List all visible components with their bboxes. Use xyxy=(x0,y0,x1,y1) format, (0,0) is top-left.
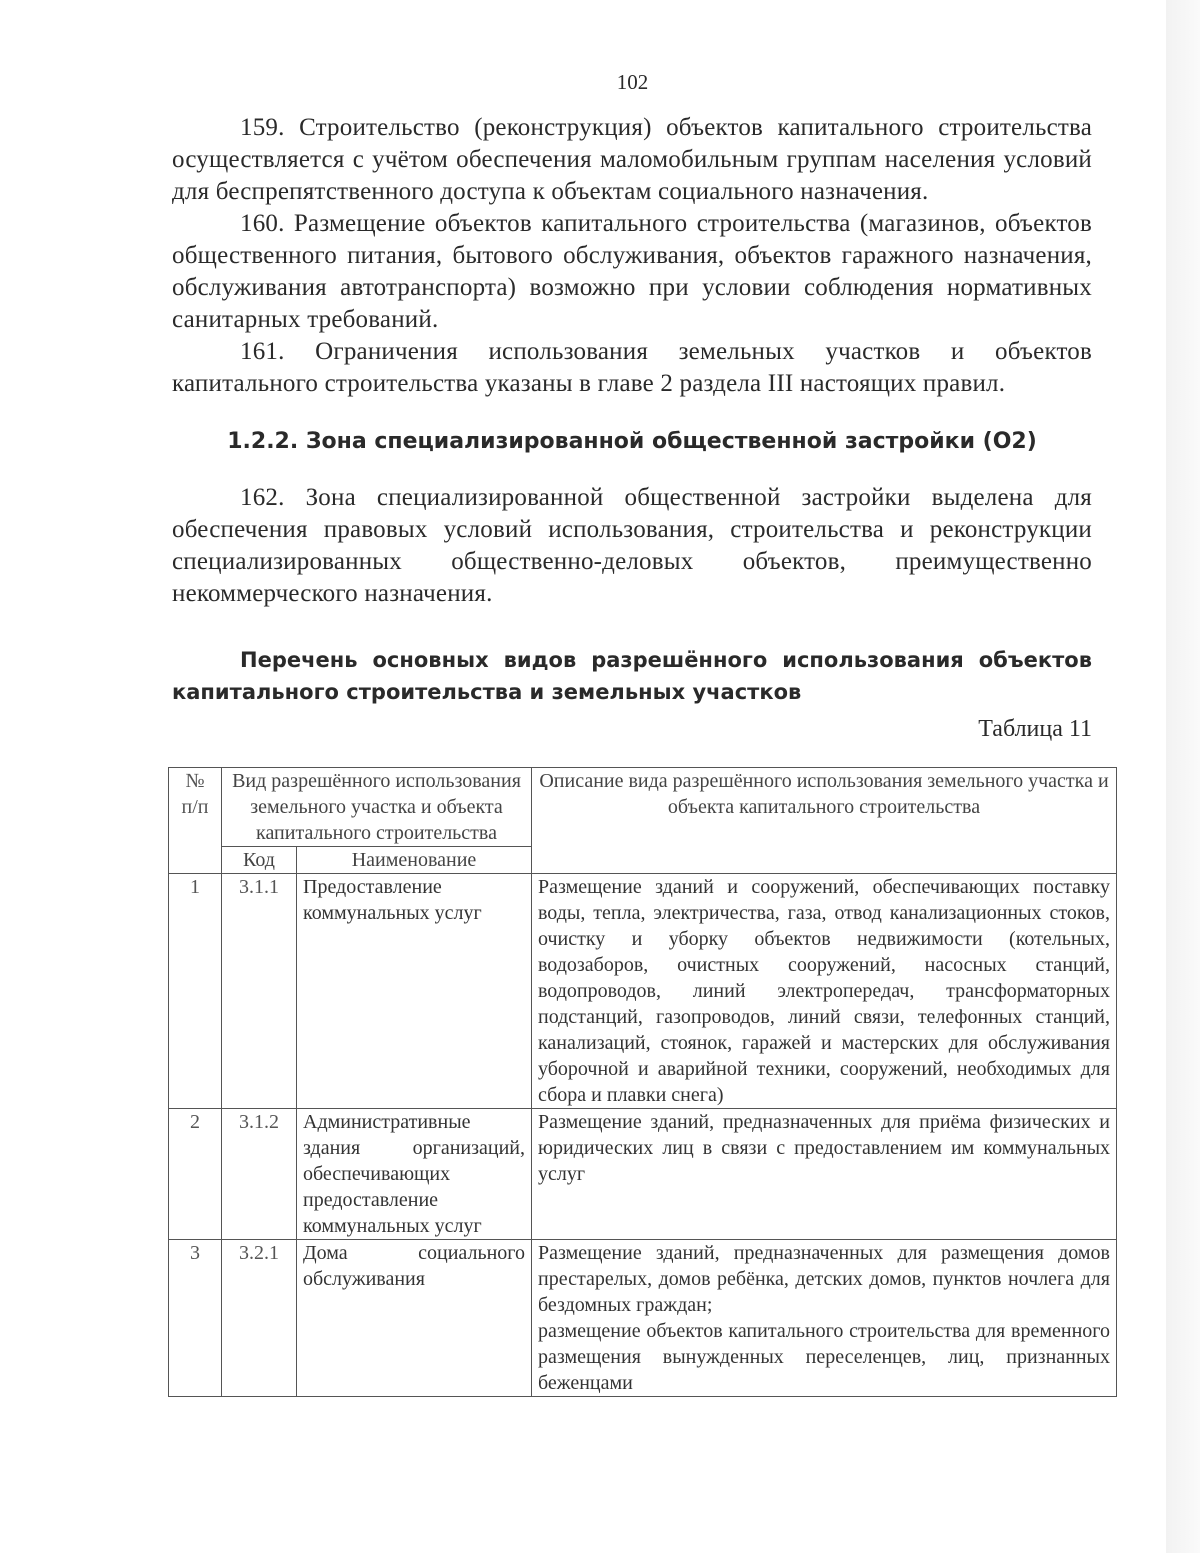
permitted-use-table xyxy=(168,767,1117,1397)
paragraph-160: 160. Размещение объектов капитального строительства (магазинов, объектов общественного питания, бытового обслуживания, объектов гаражного назначения, обслуживания автотранспорта) возможно при условии соблюдения нормативных санитарных требований. xyxy=(172,210,1092,333)
list-heading: Перечень основных видов разрешённого использования объектов капитального строительства и земельных участков xyxy=(172,648,1092,704)
row-num: 2 xyxy=(169,1109,222,1240)
table-caption: Таблица 11 xyxy=(978,716,1092,742)
page-number: 102 xyxy=(616,70,649,94)
table-row xyxy=(169,874,1117,1109)
paragraph-161: 161. Ограничения использования земельных участков и объектов капитального строительства указаны в главе 2 раздела III настоящих правил. xyxy=(172,338,1092,397)
header-num: № п/п xyxy=(169,768,222,874)
description-line: размещение объектов капитального строительства для временного размещения вынужденных переселенцев, лиц, признанных беженцами xyxy=(538,1320,1110,1394)
paragraph-162: 162. Зона специализированной общественной застройки выделена для обеспечения правовых условий использования, строительства и реконструкции специализированных общественно-деловых объектов, преимущественно некоммерческого назначения. xyxy=(172,484,1092,607)
table-header-row xyxy=(169,768,1117,847)
row-name: Административные здания организаций, обеспечивающих предоставление коммунальных услуг xyxy=(297,1109,532,1240)
row-code: 3.2.1 xyxy=(222,1240,297,1397)
table-row xyxy=(169,1240,1117,1397)
row-num: 1 xyxy=(169,874,222,1109)
row-name: Предоставление коммунальных услуг xyxy=(297,874,532,1109)
description-line: Размещение зданий и сооружений, обеспечивающих поставку воды, тепла, электричества, газа, отвод канализационных стоков, очистку и уборку объектов недвижимости (котельных, водозаборов, очистных сооружений, насосных станций, водопроводов, линий электропередач, трансформаторных подстанций, газопроводов, линий связи, телефонных станций, канализаций, стоянок, гаражей и мастерских для обслуживания уборочной и аварийной техники, сооружений, необходимых для сбора и плавки снега) xyxy=(538,876,1110,1106)
row-description xyxy=(532,874,1117,1109)
document-body xyxy=(172,112,1092,746)
table-row xyxy=(169,1109,1117,1240)
header-name: Наименование xyxy=(297,847,532,874)
row-description xyxy=(532,1240,1117,1397)
header-code: Код xyxy=(222,847,297,874)
section-heading: 1.2.2. Зона специализированной общественной застройки (О2) xyxy=(227,429,1037,454)
row-description xyxy=(532,1109,1117,1240)
description-line: Размещение зданий, предназначенных для размещения домов престарелых, домов ребёнка, детских домов, пунктов ночлега для бездомных граждан; xyxy=(538,1242,1110,1316)
row-num: 3 xyxy=(169,1240,222,1397)
row-name: Дома социального обслуживания xyxy=(297,1240,532,1397)
paragraph-159: 159. Строительство (реконструкция) объектов капитального строительства осуществляется с учётом обеспечения маломобильным группам населения условий для беспрепятственного доступа к объектам социального назначения. xyxy=(172,114,1092,205)
header-kind: Вид разрешённого использования земельного участка и объекта капитального строительства xyxy=(222,768,532,847)
description-line: Размещение зданий, предназначенных для приёма физических и юридических лиц в связи с предоставлением им коммунальных услуг xyxy=(538,1111,1110,1185)
row-code: 3.1.1 xyxy=(222,874,297,1109)
row-code: 3.1.2 xyxy=(222,1109,297,1240)
page-edge-shadow xyxy=(1166,0,1200,1553)
header-description: Описание вида разрешённого использования земельного участка и объекта капитального строительства xyxy=(532,768,1117,874)
